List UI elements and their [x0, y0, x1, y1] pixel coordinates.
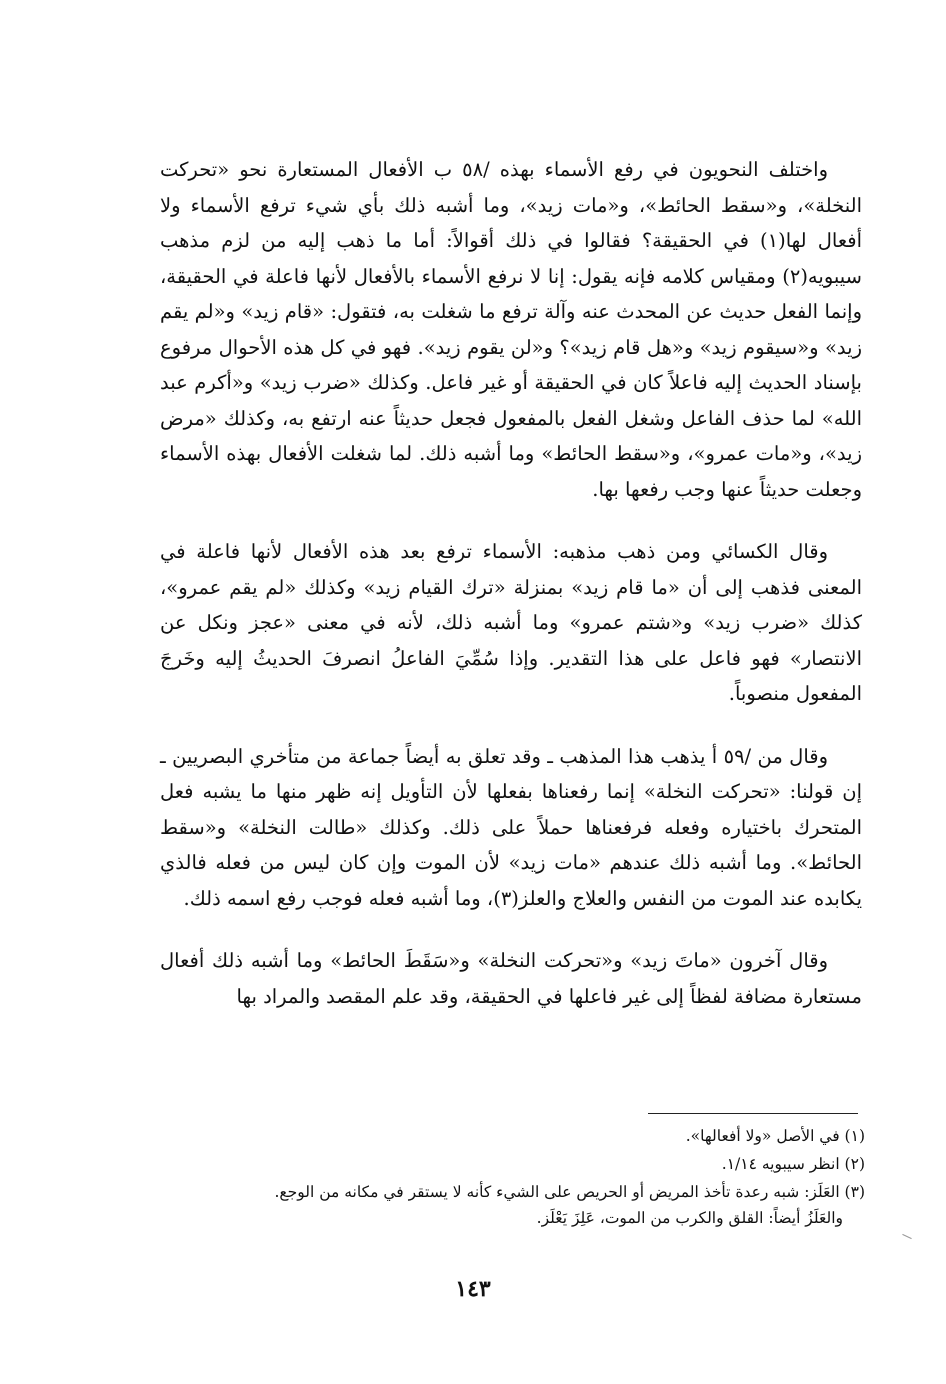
paragraph-2: وقال الكسائي ومن ذهب مذهبه: الأسماء ترفع بعد هذه الأفعال لأنها فاعلة في المعنى فذهب إلى أن «ما قام زيد» بمنزلة «ترك القيام زيد» وكذلك «لم يقم عمرو»، كذلك «ضرب زيد» و«شتم عمرو» وما أشبه ذلك، لأنه في معنى «عجز ونكل عن الانتصار» فهو فاعل على هذا التقدير. وإذا سُمِّيَ الفاعلُ انصرفَ الحديثُ إليه وخَرجَ المفعول منصوباً.	[160, 540, 862, 705]
footnote-2: (٢) انظر سيبويه ١/١٤.	[721, 1155, 865, 1173]
paragraph-1: واختلف النحويون في رفع الأسماء بهذه /٥٨ ب الأفعال المستعارة نحو «تحركت النخلة»، و«سقط الحائط»، و«مات زيد»، وما أشبه ذلك بأي شيء ترفع الأسماء ولا أفعال لها(١) في الحقيقة؟ فقالوا في ذلك أقوالاً: أما ما ذهب إليه من لزم مذهب سيبويه(٢) ومقياس كلامه فإنه يقول: إنا لا نرفع الأسماء بالأفعال لأنها فاعلة في الحقيقة، وإنما الفعل حديث عن المحدث عنه وآلة ترفع ما شغلت به، فتقول: «قام زيد» و«لم يقم زيد» و«سيقوم زيد» و«هل قام زيد»؟ و«لن يقوم زيد». فهو في كل هذه الأحوال مرفوع بإسناد الحديث إليه فاعلاً كان في الحقيقة أو غير فاعل. وكذلك «ضرب زيد» و«أكرم عبد الله» لما حذف الفاعل وشغل الفعل بالمفعول فجعل حديثاً عنه ارتفع به، وكذلك «مرض زيد»، و«مات عمرو»، و«سقط الحائط» وما أشبه ذلك. لما شغلت الأفعال بهذه الأسماء وجعلت حديثاً عنها وجب رفعها بها.	[160, 158, 862, 501]
footnote-3: (٣) العَلَز: شبه رعدة تأخذ المريض أو الحريص على الشيء كأنه لا يستقر في مكانه من الوجع.	[274, 1183, 865, 1201]
footnote-divider	[648, 1113, 858, 1114]
main-text	[160, 152, 862, 1041]
paragraph-3: وقال من /٥٩ أ يذهب هذا المذهب ـ وقد تعلق به أيضاً جماعة من متأخري البصريين ـ إن قولنا: «تحركت النخلة» إنما رفعناها بفعلها لأن التأويل إنه ظهر منها ما يشبه فعل المتحرك باختياره وفعله فرفعناها حملاً على ذلك. وكذلك «طالت النخلة» و«سقط الحائط». وما أشبه ذلك عندهم «مات زيد» لأن الموت وإن كان ليس من فعله فالذي يكابده عند الموت من النفس والعلاج والعلز(٣)، وما أشبه فعله فوجب رفع اسمه ذلك.	[160, 744, 862, 910]
footnote-3-continuation: والعَلَزُ أيضاً: القلق والكرب من الموت، عَلِزَ يَعْلَز.	[536, 1209, 843, 1227]
paragraph-4: وقال آخرون «ماتَ زيد» و«تحركت النخلة» و«سَقَطَ الحائط» وما أشبه ذلك أفعال مستعارة مضافة لفظاً إلى غير فاعلها في الحقيقة، وقد علم المقصد والمراد بها	[160, 949, 862, 1008]
footnote-1: (١) في الأصل «ولا أفعالها».	[685, 1127, 865, 1145]
page-number: ١٤٣	[455, 1276, 491, 1302]
footnotes	[150, 1124, 865, 1230]
margin-mark	[902, 1234, 911, 1239]
